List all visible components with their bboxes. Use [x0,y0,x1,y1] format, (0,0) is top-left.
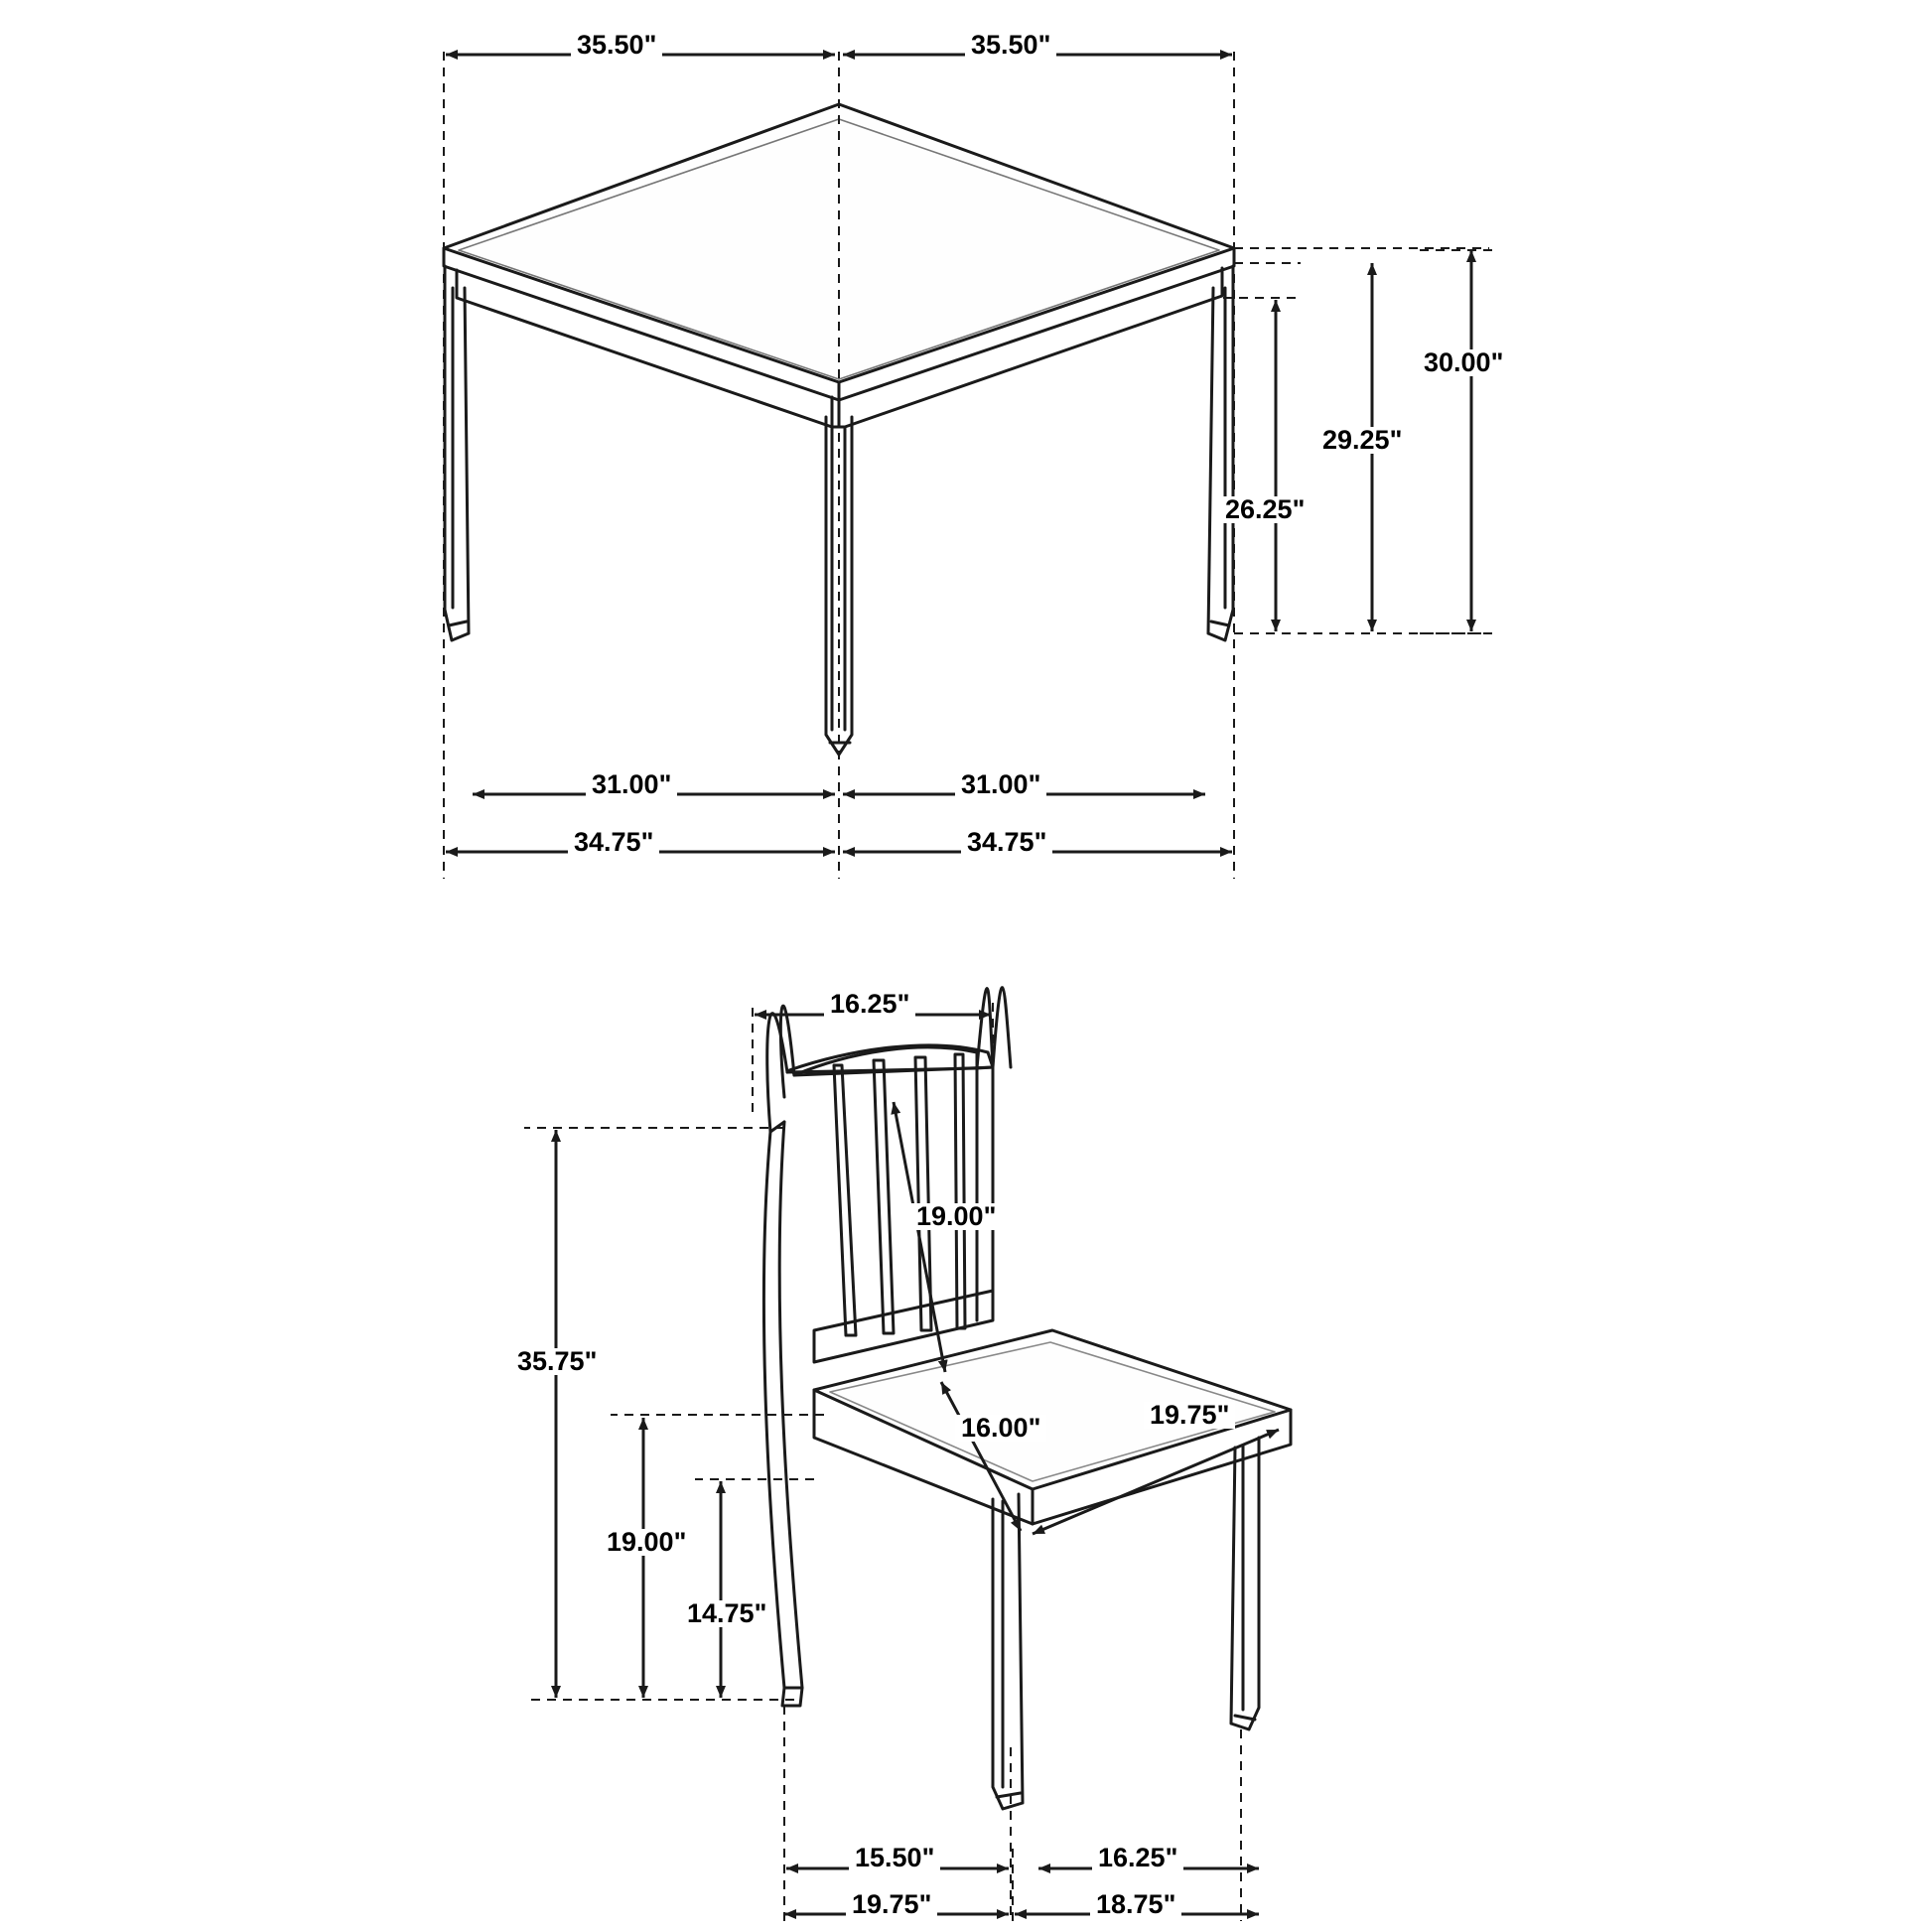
table-dim-apron-height: 29.25" [1316,427,1408,454]
chair-dim-back-rest-height: 19.00" [910,1203,1002,1230]
table-dim-clearance-height: 26.25" [1219,496,1311,523]
table-dim-top-left-width: 35.50" [571,32,662,59]
table-dim-base-right-span: 34.75" [961,829,1052,856]
dining-chair-figure [763,988,1291,1809]
table-dim-overall-height: 30.00" [1418,349,1509,376]
chair-dim-overall-height: 35.75" [511,1348,603,1375]
chair-dim-base-front-span: 19.75" [846,1891,937,1918]
chair-dim-back-width: 16.25" [824,991,915,1018]
chair-dim-seat-height: 19.00" [601,1529,692,1556]
chair-dim-side-leg-span: 16.25" [1092,1845,1183,1871]
chair-dim-seat-width: 16.00" [955,1415,1046,1442]
chair-dim-lower-rail-height: 14.75" [681,1600,772,1627]
table-dim-base-left-span: 34.75" [568,829,659,856]
chair-dim-front-leg-span: 15.50" [849,1845,940,1871]
table-dim-leg-left-span: 31.00" [586,771,677,798]
chair-extension-lines [524,1003,1241,1921]
chair-dim-base-side-span: 18.75" [1090,1891,1181,1918]
chair-dim-seat-depth: 19.75" [1144,1402,1235,1429]
table-dim-leg-right-span: 31.00" [955,771,1046,798]
table-dim-top-right-width: 35.50" [965,32,1056,59]
